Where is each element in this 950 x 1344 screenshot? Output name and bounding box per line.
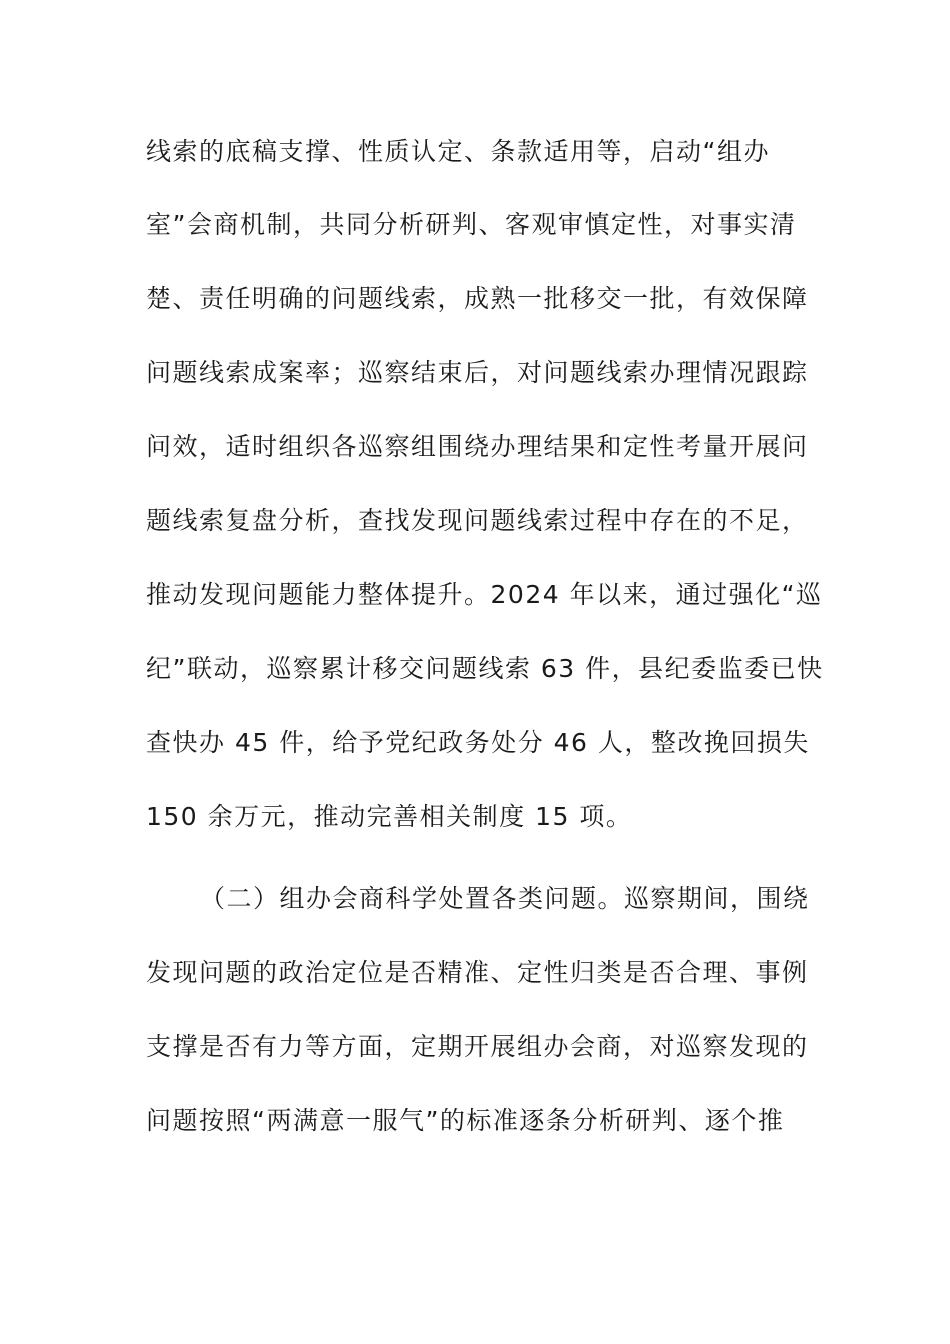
paragraph-1-line-8: 纪”联动，巡察累计移交问题线索 63 件，县纪委监委已快 (146, 654, 824, 683)
paragraph-1-line-3: 楚、责任明确的问题线索，成熟一批移交一批，有效保障 (146, 284, 809, 313)
paragraph-1-line-9: 查快办 45 件，给予党纪政务处分 46 人，整改挽回损失 (146, 728, 810, 757)
paragraph-2-line-3: 支撑是否有力等方面，定期开展组办会商，对巡察发现的 (146, 1032, 809, 1061)
paragraph-1-line-2: 室”会商机制，共同分析研判、客观审慎定性，对事实清 (146, 210, 797, 239)
paragraph-2-line-2: 发现问题的政治定位是否精准、定性归类是否合理、事例 (146, 958, 809, 987)
paragraph-1-line-5: 问效，适时组织各巡察组围绕办理结果和定性考量开展问 (146, 432, 809, 461)
paragraph-1-line-6: 题线索复盘分析，查找发现问题线索过程中存在的不足， (146, 506, 809, 535)
paragraph-1-line-7: 推动发现问题能力整体提升。2024 年以来，通过强化“巡 (146, 580, 823, 609)
paragraph-1-line-1: 线索的底稿支撑、性质认定、条款适用等，启动“组办 (146, 137, 770, 166)
paragraph-2-line-1: （二）组办会商科学处置各类问题。巡察期间，围绕 (200, 884, 810, 913)
paragraph-1-line-10: 150 余万元，推动完善相关制度 15 项。 (146, 802, 633, 831)
paragraph-1-line-4: 问题线索成案率；巡察结束后，对问题线索办理情况跟踪 (146, 358, 809, 387)
paragraph-2-line-4: 问题按照“两满意一服气”的标准逐条分析研判、逐个推 (146, 1106, 785, 1135)
